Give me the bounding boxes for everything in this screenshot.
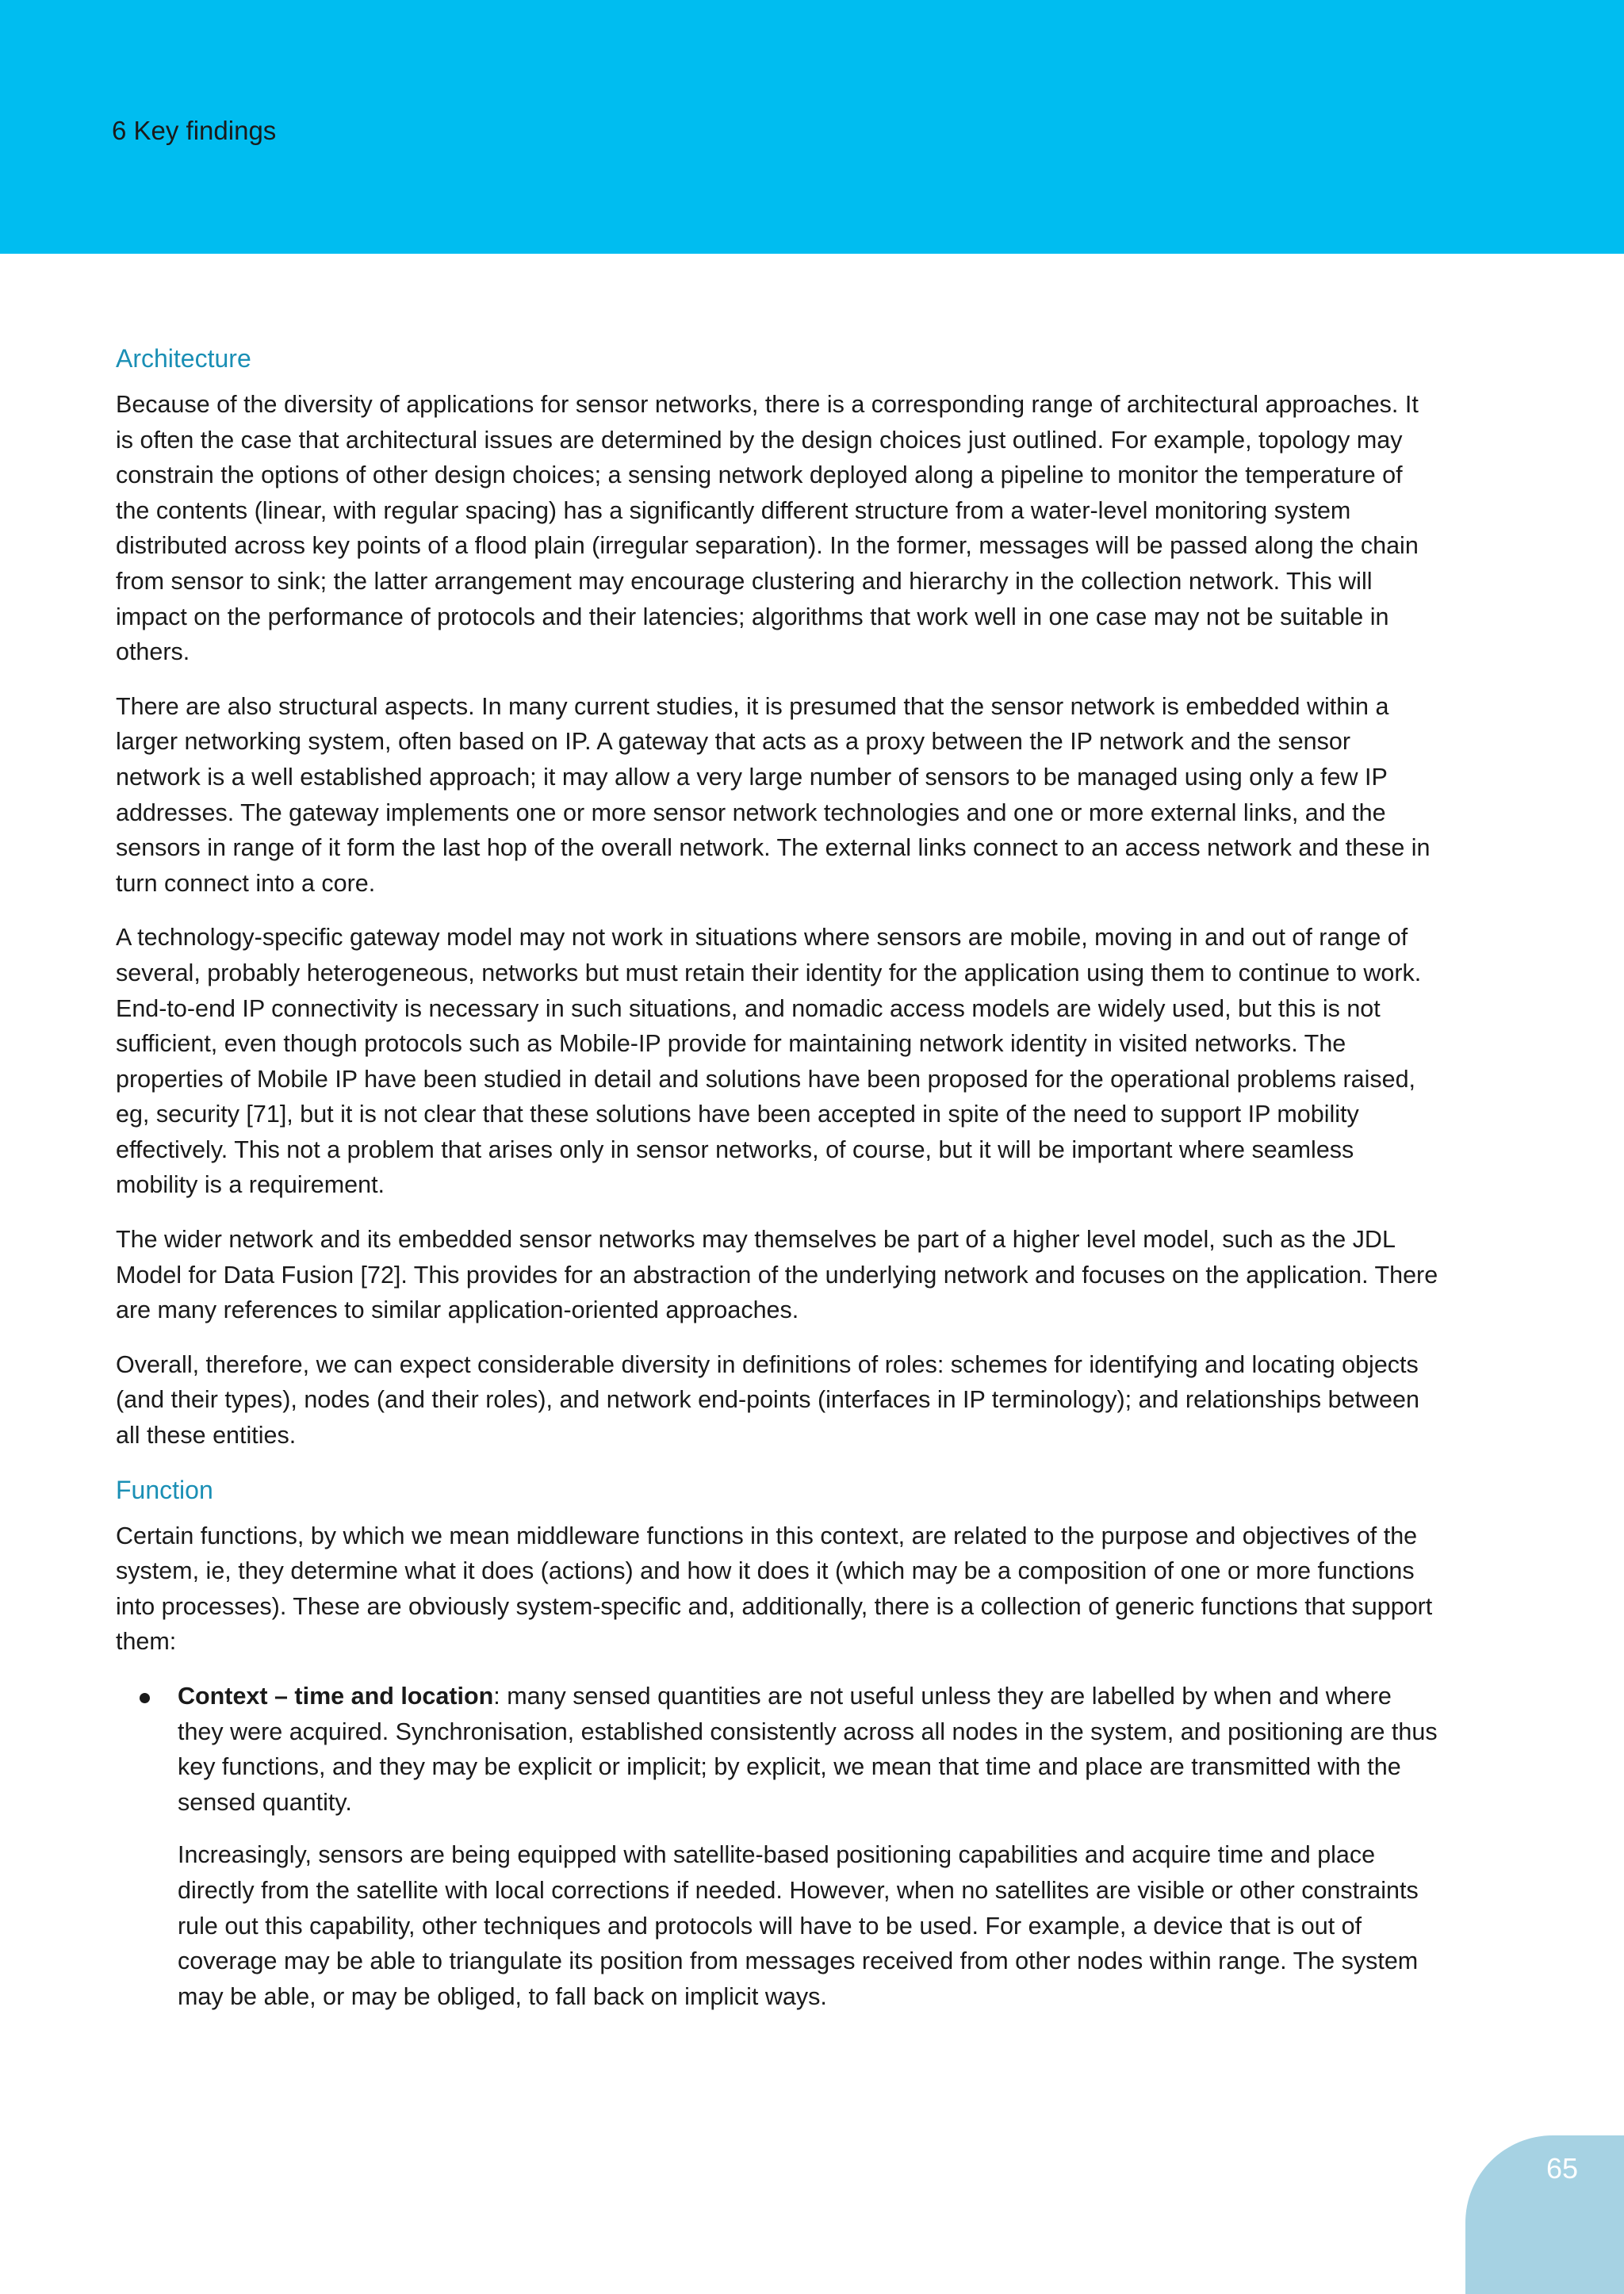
bullet-continuation: Increasingly, sensors are being equipped with satellite-based positioning capabilities and acquire time and place directly from the satellite with local corrections if needed. However, when no satellites are visible or other constraints rule out this capability, other techniques and protocols will have to be used. For example, a device that is out of coverage may be able to triangulate its position from messages received from other nodes within range. The system may be able, or may be obliged, to fall back on implicit ways. [178, 1841, 1419, 2010]
bullet-term: Context – time and location [178, 1683, 494, 1710]
architecture-heading: Architecture [116, 344, 251, 373]
page-content [116, 341, 1440, 2032]
function-intro: Certain functions, by which we mean middleware functions in this context, are related to the purpose and objectives of the system, ie, they determine what it does (actions) and how it does it (which may be a composition of one or more functions into processes). These are obviously system-specific and, additionally, there is a collection of generic functions that support them: [116, 1522, 1433, 1656]
architecture-paragraph-5: Overall, therefore, we can expect considerable diversity in definitions of roles: schemes for identifying and locating objects (and their types), nodes (and their roles), and network end-points (interfaces in IP terminology); and relationships between all these entities. [116, 1350, 1419, 1450]
function-heading: Function [116, 1475, 213, 1504]
architecture-paragraph-4: The wider network and its embedded sensor networks may themselves be part of a higher level model, such as the JDL Model for Data Fusion [72]. This provides for an abstraction of the underlying network and focuses on the application. There are many references to similar application-oriented approaches. [116, 1226, 1438, 1324]
bullet-description: : many sensed quantities are not useful unless they are labelled by when and where they were acquired. Synchronisation, established consistently across all nodes in the system, and positioning are thus key functions, and they may be explicit or implicit; by explicit, we mean that time and place are transmitted with the sensed quantity. [178, 1683, 1438, 1816]
page-number: 65 [1545, 2152, 1579, 2185]
architecture-paragraph-1: Because of the diversity of applications for sensor networks, there is a corresponding range of architectural approaches. It is often the case that architectural issues are determined by the design choices just outlined. For example, topology may constrain the options of other design choices; a sensing network deployed along a pipeline to monitor the temperature of the contents (linear, with regular spacing) has a significantly different structure from a water-level monitoring system distributed across key points of a flood plain (irregular separation). In the former, messages will be passed along the chain from sensor to sink; the latter arrangement may encourage clustering and hierarchy in the collection network. This will impact on the performance of protocols and their latencies; algorithms that work well in one case may not be suitable in others. [116, 391, 1419, 666]
section-label: 6 Key findings [112, 116, 277, 145]
architecture-paragraph-3: A technology-specific gateway model may not work in situations where sensors are mobile, moving in and out of range of several, probably heterogeneous, networks but must retain their identity for the application using them to continue to work. End-to-end IP connectivity is necessary in such situations, and nomadic access models are widely used, but this is not sufficient, even though protocols such as Mobile-IP provide for maintaining network identity in visited networks. The properties of Mobile IP have been studied in detail and solutions have been proposed for the operational problems raised, eg, security [71], but it is not clear that these solutions have been accepted in spite of the need to support IP mobility effectively. This not a problem that arises only in sensor networks, of course, but it will be important where seamless mobility is a requirement. [116, 924, 1422, 1199]
bullet-text [178, 1679, 1440, 1820]
list-item [116, 1679, 1440, 2014]
bullet-icon [140, 1693, 150, 1703]
function-bullet-list [116, 1679, 1440, 2014]
architecture-paragraph-2: There are also structural aspects. In many current studies, it is presumed that the sensor network is embedded within a larger networking system, often based on IP. A gateway that acts as a proxy between the IP network and the sensor network is a well established approach; it may allow a very large number of sensors to be managed using only a few IP addresses. The gateway implements one or more sensor network technologies and one or more external links, and the sensors in range of it form the last hop of the overall network. The external links connect to an access network and these in turn connect into a core. [116, 692, 1431, 897]
